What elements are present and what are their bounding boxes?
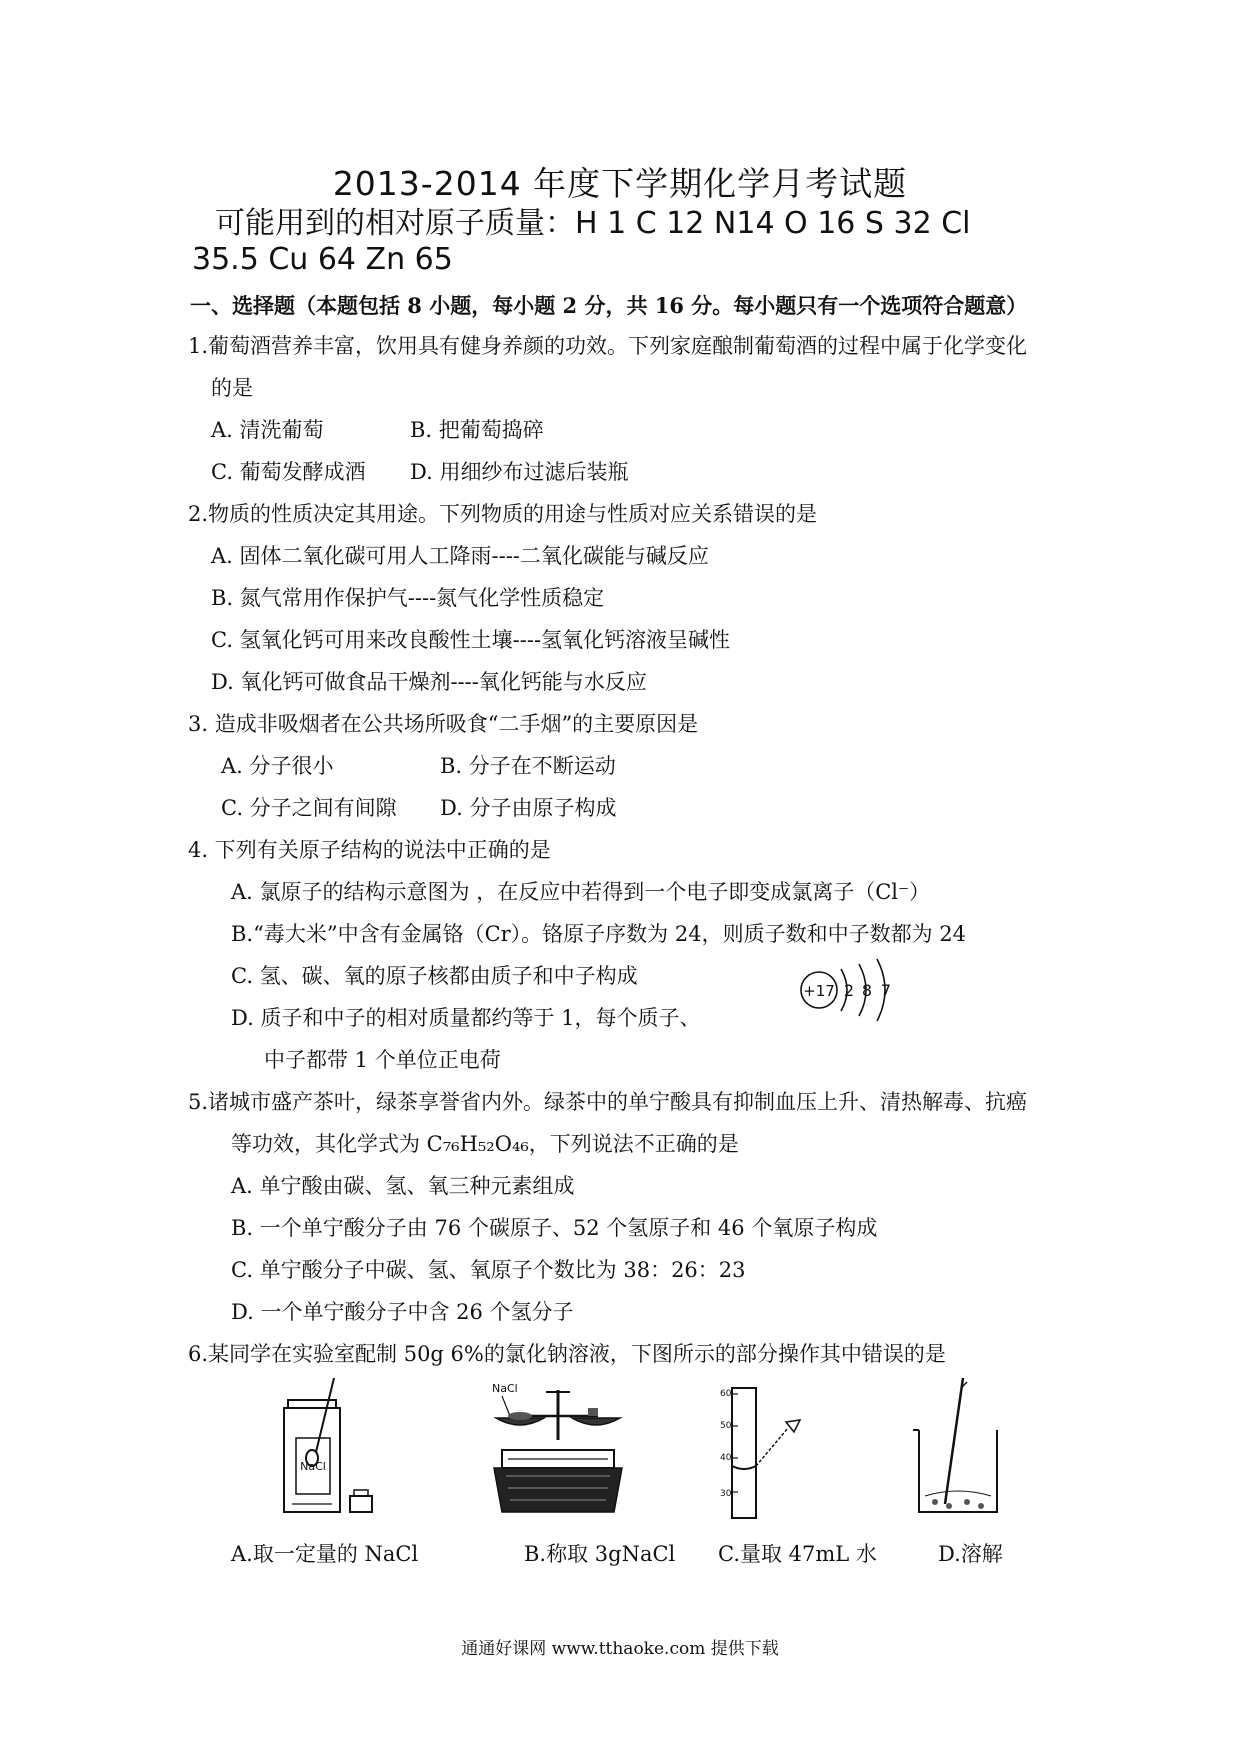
atomic-mass-line-2: 35.5 Cu 64 Zn 65: [192, 242, 453, 277]
q3-option-a: A. 分子很小: [221, 754, 334, 778]
figure-a-reagent-jar: [270, 1378, 380, 1518]
atomic-mass-line-1: 可能用到的相对原子质量：H 1 C 12 N14 O 16 S 32 Cl: [215, 206, 971, 241]
figure-label-a: A.取一定量的 NaCl: [231, 1542, 419, 1566]
shell-electrons-3: 7: [880, 981, 892, 1000]
q2-option-b: B. 氮气常用作保护气----氮气化学性质稳定: [211, 586, 605, 610]
figure-d-beaker: [905, 1378, 1015, 1520]
figure-label-b: B.称取 3gNaCl: [524, 1542, 676, 1566]
figure-c-cylinder: [718, 1380, 818, 1520]
q4-stem: 4. 下列有关原子结构的说法中正确的是: [188, 838, 551, 862]
q1-option-c: C. 葡萄发酵成酒: [211, 460, 366, 484]
q4-option-b: B.“毒大米”中含有金属铬（Cr）。铬原子序数为 24，则质子数和中子数都为 24: [231, 922, 966, 946]
q5-option-d: D. 一个单宁酸分子中含 26 个氢分子: [231, 1300, 574, 1324]
q4-option-d-line-1: D. 质子和中子的相对质量都约等于 1，每个质子、: [231, 1006, 701, 1030]
q4-option-c: C. 氢、碳、氧的原子核都由质子和中子构成: [231, 964, 638, 988]
q6-stem: 6.某同学在实验室配制 50g 6%的氯化钠溶液，下图所示的部分操作其中错误的是: [188, 1342, 946, 1366]
q5-option-b: B. 一个单宁酸分子由 76 个碳原子、52 个氢原子和 46 个氧原子构成: [231, 1216, 878, 1240]
exam-title: 2013-2014 年度下学期化学月考试题: [332, 164, 908, 203]
shell-electrons-1: 2: [843, 981, 855, 1000]
section-heading: 一、选择题（本题包括 8 小题，每小题 2 分，共 16 分。每小题只有一个选项符合题意）: [190, 293, 1028, 318]
jar-label: NaCl: [300, 1460, 326, 1473]
chlorine-atom-diagram: [795, 955, 905, 1025]
figure-label-c: C.量取 47mL 水: [718, 1542, 877, 1566]
q5-stem-line-1: 5.诸城市盛产茶叶，绿茶享誉省内外。绿茶中的单宁酸具有抑制血压上升、清热解毒、抗癌: [188, 1090, 1028, 1114]
q1-stem-line-1: 1.葡萄酒营养丰富，饮用具有健身养颜的功效。下列家庭酿制葡萄酒的过程中属于化学变化: [188, 334, 1028, 358]
figure-b-balance: [488, 1380, 628, 1520]
q2-stem: 2.物质的性质决定其用途。下列物质的用途与性质对应关系错误的是: [188, 502, 818, 526]
q5-option-c: C. 单宁酸分子中碳、氢、氧原子个数比为 38：26：23: [231, 1258, 746, 1282]
q1-option-b: B. 把葡萄捣碎: [410, 418, 544, 442]
cylinder-tick-label: 60: [720, 1389, 732, 1399]
q5-stem-line-2: 等功效，其化学式为 C₇₆H₅₂O₄₆，下列说法不正确的是: [231, 1132, 739, 1156]
cylinder-tick-label: 50: [720, 1421, 732, 1431]
shell-electrons-2: 8: [861, 981, 873, 1000]
cylinder-tick-label: 40: [720, 1453, 732, 1463]
q2-option-c: C. 氢氧化钙可用来改良酸性土壤----氢氧化钙溶液呈碱性: [211, 628, 731, 652]
figure-label-d: D.溶解: [938, 1542, 1003, 1566]
q1-option-d: D. 用细纱布过滤后装瓶: [410, 460, 629, 484]
q3-option-d: D. 分子由原子构成: [440, 796, 617, 820]
q3-option-b: B. 分子在不断运动: [440, 754, 616, 778]
q2-option-d: D. 氧化钙可做食品干燥剂----氧化钙能与水反应: [211, 670, 647, 694]
q1-stem-line-2: 的是: [211, 376, 253, 400]
q5-option-a: A. 单宁酸由碳、氢、氧三种元素组成: [231, 1174, 575, 1198]
balance-label: NaCl: [492, 1382, 518, 1395]
q1-option-a: A. 清洗葡萄: [211, 418, 324, 442]
q3-stem: 3. 造成非吸烟者在公共场所吸食“二手烟”的主要原因是: [188, 712, 699, 736]
q4-option-a: A. 氯原子的结构示意图为 ，在反应中若得到一个电子即变成氯离子（Cl⁻）: [231, 880, 931, 904]
cylinder-tick-label: 30: [720, 1489, 732, 1499]
q2-option-a: A. 固体二氧化碳可用人工降雨----二氧化碳能与碱反应: [211, 544, 709, 568]
nucleus-charge: +17: [803, 982, 835, 1000]
q4-option-d-line-2: 中子都带 1 个单位正电荷: [264, 1048, 501, 1072]
page-footer: 通通好课网 www.tthaoke.com 提供下载: [461, 1639, 779, 1659]
q3-option-c: C. 分子之间有间隙: [221, 796, 397, 820]
